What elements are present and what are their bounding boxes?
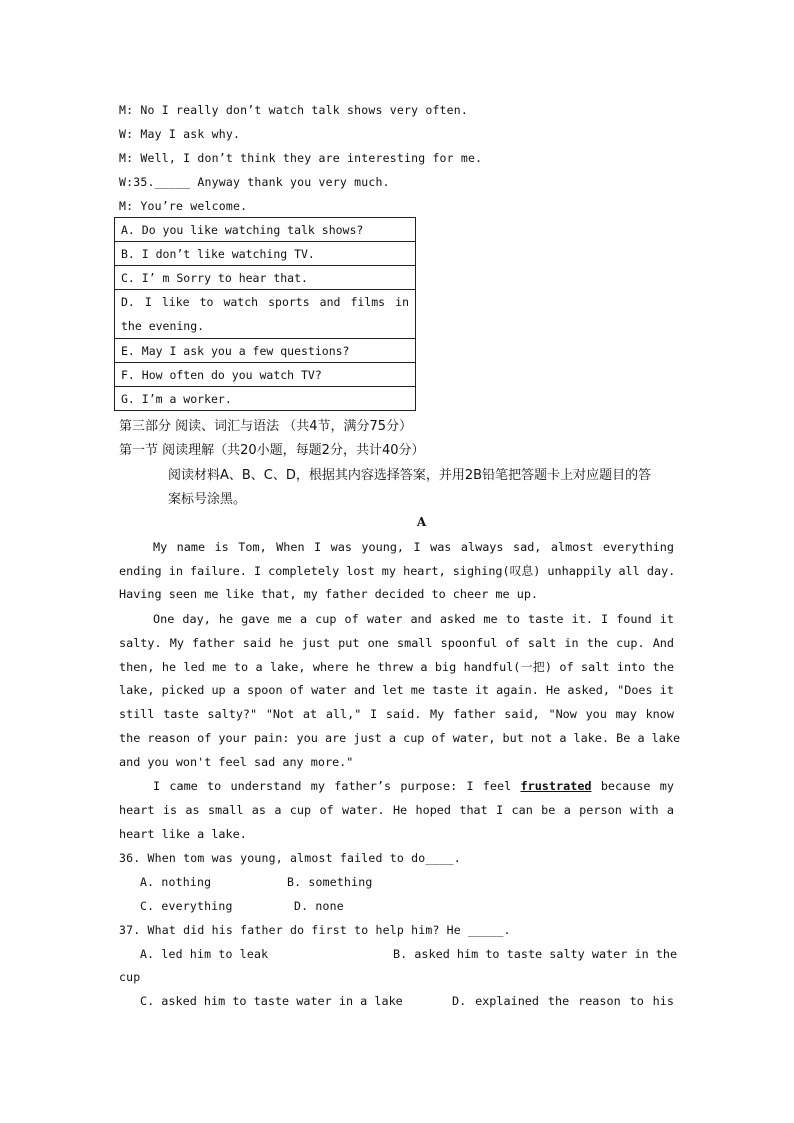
question-36: 36. When tom was young, almost failed to do____. (119, 851, 461, 865)
passage-line: ending in failure. I completely lost my heart, sighing(叹息) unhappily all day. (119, 564, 676, 578)
passage-text: I came to understand my father’s purpose: I feel (153, 779, 512, 793)
passage-line: My name is Tom, When I was young, I was always sad, almost everything (153, 540, 674, 554)
option-a: A. Do you like watching talk shows? (115, 218, 416, 242)
section-heading-part3: 第三部分 阅读、词汇与语法 （共4节，满分75分） (119, 419, 413, 434)
dialogue-line: W:35._____ Anyway thank you very much. (119, 175, 390, 189)
passage-line: One day, he gave me a cup of water and asked me to taste it. I found it (153, 612, 674, 626)
passage-line: lake, picked up a spoon of water and let me taste it again. He asked, "Does it (119, 683, 674, 697)
question-37-option: cup (119, 970, 141, 984)
passage-line: heart like a lake. (119, 827, 247, 841)
passage-line: salty. My father said he just put one small spoonful of salt in the cup. And (119, 636, 674, 650)
passage-text: because my (600, 779, 674, 793)
passage-line: the reason of your pain: you are just a cup of water, but not a lake. Be a lake (119, 731, 681, 745)
options-table (114, 217, 416, 411)
option-f: F. How often do you watch TV? (115, 363, 416, 387)
option-d: D. I like to watch sports and films in the evening. (115, 290, 416, 339)
question-37-option: D. explained the reason to his (452, 994, 674, 1008)
question-37-option: A. led him to leak (140, 947, 269, 961)
instruction-line: 案标号涂黑。 (168, 492, 247, 507)
dialogue-line: M: Well, I don’t think they are interesting for me. (119, 151, 483, 165)
passage-line: heart is as small as a cup of water. He hoped that I can be a person with a (119, 803, 674, 817)
instruction-line: 阅读材料A、B、C、D，根据其内容选择答案，并用2B铅笔把答题卡上对应题目的答 (168, 468, 652, 483)
question-36-option: A. nothing (140, 875, 212, 889)
passage-line: Having seen me like that, my father decided to cheer me up. (119, 587, 539, 601)
question-36-option: C. everything (140, 899, 233, 913)
section-heading-part1: 第一节 阅读理解（共20小题，每题2分，共计40分） (119, 443, 425, 458)
passage-label: A (416, 515, 427, 529)
question-36-option: D. none (294, 899, 344, 913)
option-c: C. I’ m Sorry to hear that. (115, 266, 416, 290)
dialogue-line: M: No I really don’t watch talk shows very often. (119, 103, 469, 117)
question-37: 37. What did his father do first to help him? He _____. (119, 923, 511, 937)
question-37-option: B. asked him to taste salty water in the (393, 947, 678, 961)
passage-line: still taste salty?" "Not at all," I said. My father said, "Now you may know (119, 707, 674, 721)
question-36-option: B. something (287, 875, 373, 889)
passage-line (153, 779, 674, 793)
option-g: G. I’m a worker. (115, 387, 416, 411)
passage-line: then, he led me to a lake, where he threw a big handful(一把) of salt into the (119, 660, 674, 674)
passage-line: and you won't feel sad any more." (119, 755, 354, 769)
question-37-option: C. asked him to taste water in a lake (140, 994, 403, 1008)
option-e: E. May I ask you a few questions? (115, 339, 416, 363)
dialogue-line: M: You’re welcome. (119, 199, 248, 213)
option-b: B. I don’t like watching TV. (115, 242, 416, 266)
dialogue-line: W: May I ask why. (119, 127, 241, 141)
vocab-word-frustrated: frustrated (520, 779, 592, 793)
